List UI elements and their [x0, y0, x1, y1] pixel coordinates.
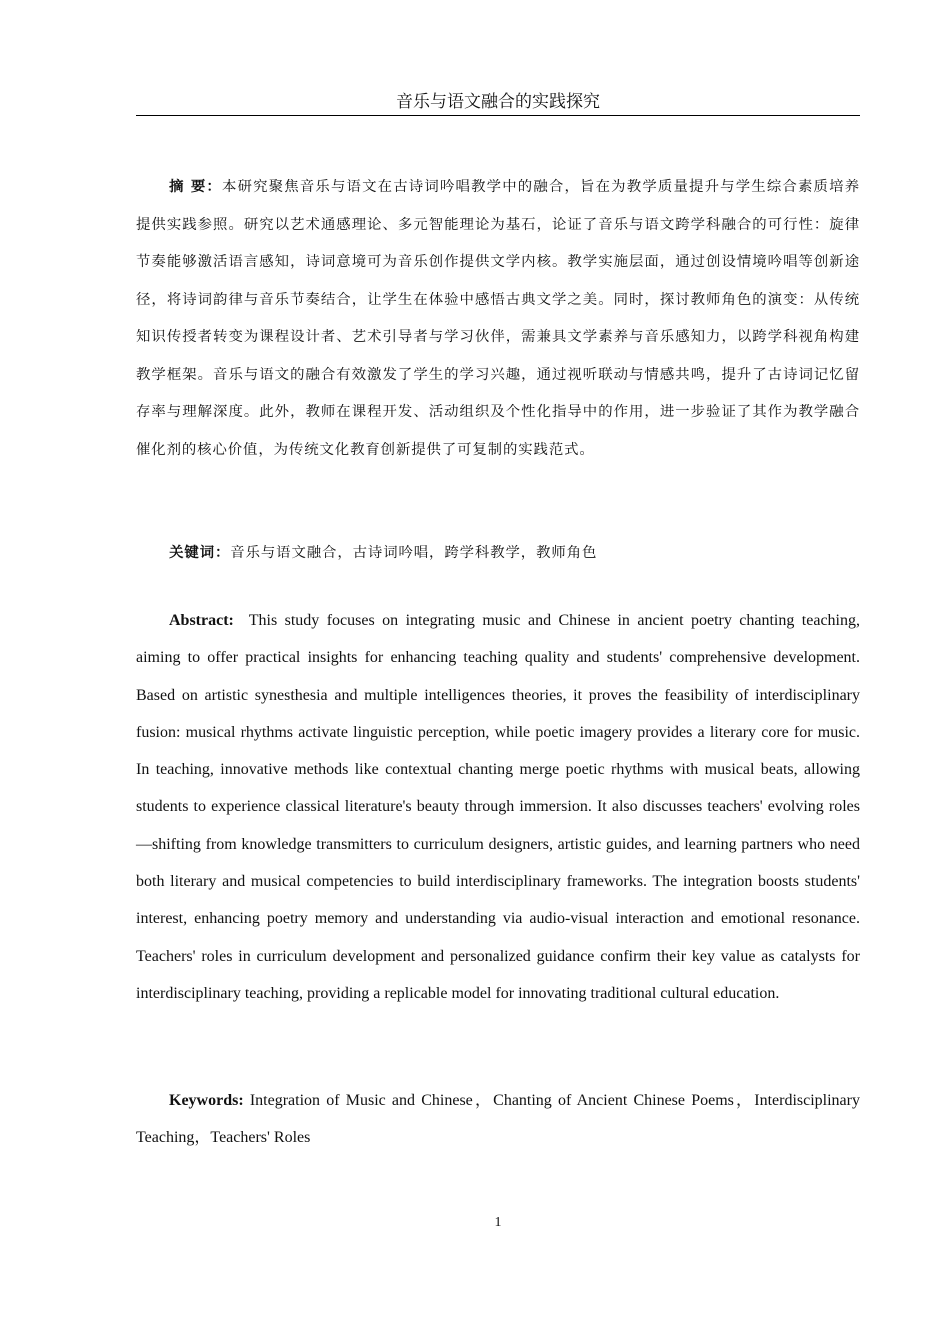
english-keywords: [136, 1082, 860, 1157]
chinese-abstract: [136, 168, 860, 469]
english-abstract-text: This study focuses on integrating music and Chinese in ancient poetry chanting teaching, aiming to offer practical insights for enhancing teaching quality and students' comprehensive development. Based on artistic synesthesia and multiple intelligences theories, it proves the feasibility of interdisciplinary fusion: musical rhythms activate linguistic perception, while poetic imagery provides a literary core for music. In teaching, innovative methods like contextual chanting merge poetic rhythms with musical beats, allowing students to experience classical literature's beauty through immersion. It also discusses teachers' evolving roles—shifting from knowledge transmitters to curriculum designers, artistic guides, and learning partners who need both literary and musical competencies to build interdisciplinary frameworks. The integration boosts students' interest, enhancing poetry memory and understanding via audio-visual interaction and emotional resonance. Teachers' roles in curriculum development and personalized guidance confirm their key value as catalysts for interdisciplinary teaching, providing a replicable model for innovating traditional cultural education.: [136, 612, 861, 1002]
english-abstract: [136, 602, 860, 1012]
chinese-abstract-label: 摘 要：: [169, 178, 222, 195]
chinese-abstract-text: 本研究聚焦音乐与语文在古诗词吟唱教学中的融合，旨在为教学质量提升与学生综合素质培养提供实践参照。研究以艺术通感理论、多元智能理论为基石，论证了音乐与语文跨学科融合的可行性：旋律节奏能够激活语言感知，诗词意境可为音乐创作提供文学内核。教学实施层面，通过创设情境吟唱等创新途径，将诗词韵律与音乐节奏结合，让学生在体验中感悟古典文学之美。同时，探讨教师角色的演变：从传统知识传授者转变为课程设计者、艺术引导者与学习伙伴，需兼具文学素养与音乐感知力，以跨学科视角构建教学框架。音乐与语文的融合有效激发了学生的学习兴趣，通过视听联动与情感共鸣，提升了古诗词记忆留存率与理解深度。此外，教师在课程开发、活动组织及个性化指导中的作用，进一步验证了其作为教学融合催化剂的核心价值，为传统文化教育创新提供了可复制的实践范式。: [136, 179, 860, 458]
english-abstract-label: Abstract:: [169, 612, 234, 629]
chinese-keywords: [136, 534, 860, 573]
english-keywords-label: Keywords:: [169, 1092, 244, 1109]
running-header: 音乐与语文融合的实践探究: [136, 91, 860, 116]
english-keywords-text: Integration of Music and Chinese，Chanting of Ancient Chinese Poems，Interdisciplinary Teaching，Teachers' Roles: [136, 1092, 860, 1147]
chinese-keywords-label: 关键词：: [169, 544, 231, 561]
page-number: 1: [494, 1215, 502, 1230]
chinese-keywords-text: 音乐与语文融合，古诗词吟唱，跨学科教学，教师角色: [230, 545, 598, 561]
